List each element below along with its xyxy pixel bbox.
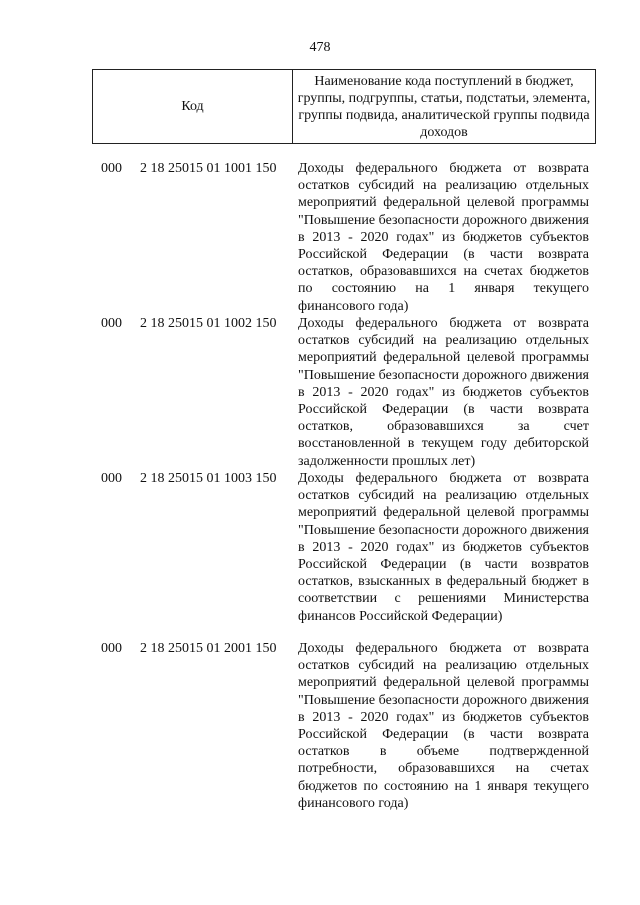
entry-description: Доходы федерального бюджета от возврата остатков субсидий на реализацию отдельных мероприятий федеральной целевой программы "Повышение безопасности дорожного движения в 2013 - 2020 годах" из бюджетов субъектов Российской Федерации (в части возвратов остатков, взысканных в федеральный бюджет в соответствии с решениями Министерства финансов Российской Федерации) <box>298 471 589 624</box>
entry-admin-code: 000 <box>101 161 122 176</box>
list-item <box>0 640 640 811</box>
entry-budget-code: 2 18 25015 01 1003 150 <box>140 471 277 486</box>
list-item <box>0 470 640 640</box>
entry-budget-code: 2 18 25015 01 1002 150 <box>140 316 277 331</box>
table-header <box>92 69 596 144</box>
entry-budget-code: 2 18 25015 01 2001 150 <box>140 641 277 656</box>
list-item <box>0 160 640 315</box>
header-name-label: Наименование кода поступлений в бюджет, группы, подгруппы, статьи, подстатьи, элемента, группы подвида, аналитической группы подвида доходов <box>297 73 591 140</box>
header-code-label: Код <box>93 70 293 143</box>
list-item <box>0 315 640 470</box>
entry-budget-code: 2 18 25015 01 1001 150 <box>140 161 277 176</box>
entry-admin-code: 000 <box>101 316 122 331</box>
entry-description: Доходы федерального бюджета от возврата остатков субсидий на реализацию отдельных мероприятий федеральной целевой программы "Повышение безопасности дорожного движения в 2013 - 2020 годах" из бюджетов субъектов Российской Федерации (в части возврата остатков, образовавшихся за счет восстановленной в текущем году дебиторской задолженности прошлых лет) <box>298 316 589 469</box>
entry-description: Доходы федерального бюджета от возврата остатков субсидий на реализацию отдельных мероприятий федеральной целевой программы "Повышение безопасности дорожного движения в 2013 - 2020 годах" из бюджетов субъектов Российской Федерации (в части возврата остатков в объеме подтвержденной потребности, образовавшихся на счетах бюджетов по состоянию на 1 января текущего финансового года) <box>298 641 589 811</box>
entry-admin-code: 000 <box>101 641 122 656</box>
entry-description: Доходы федерального бюджета от возврата остатков субсидий на реализацию отдельных мероприятий федеральной целевой программы "Повышение безопасности дорожного движения в 2013 - 2020 годах" из бюджетов субъектов Российской Федерации (в части возврата остатков, образовавшихся на счетах бюджетов по состоянию на 1 января текущего финансового года) <box>298 161 589 314</box>
entries-list <box>0 160 640 811</box>
entry-admin-code: 000 <box>101 471 122 486</box>
page-number: 478 <box>309 40 331 55</box>
